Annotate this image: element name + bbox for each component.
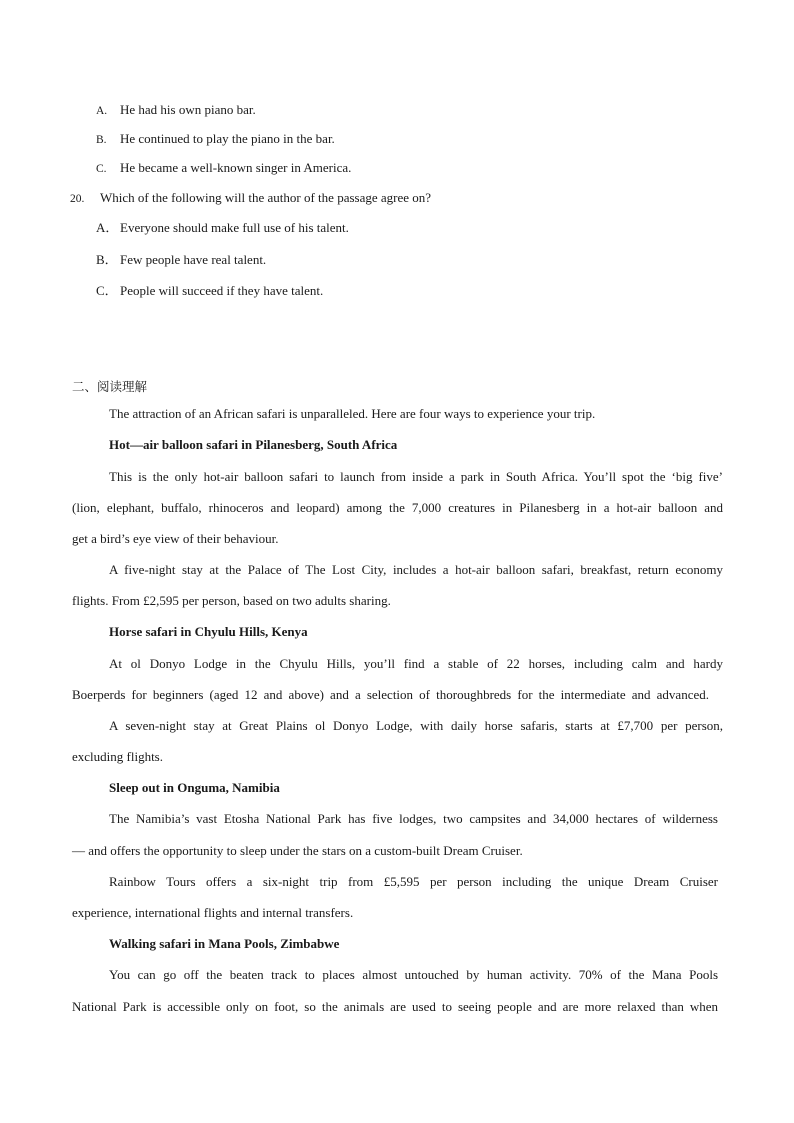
option-letter: B. bbox=[96, 134, 107, 146]
q19-option-c bbox=[96, 160, 351, 177]
option-letter: B． bbox=[96, 252, 118, 267]
paragraph-line: experience, international flights and internal transfers. bbox=[72, 905, 354, 920]
q20-option-a bbox=[96, 220, 349, 236]
paragraph-line: Rainbow Tours offers a six-night trip from £5,595 per person including the unique Dream Cruiser bbox=[109, 874, 718, 889]
option-text: Few people have real talent. bbox=[120, 252, 267, 267]
paragraph-line: You can go off the beaten track to places almost untouched by human activity. 70% of the Mana Pools bbox=[109, 967, 718, 982]
paragraph-line: flights. From £2,595 per person, based on two adults sharing. bbox=[72, 593, 391, 608]
paragraph-line: At ol Donyo Lodge in the Chyulu Hills, you’ll find a stable of 22 horses, including calm and hardy bbox=[109, 656, 723, 671]
q20-option-c bbox=[96, 283, 323, 299]
paragraph-line: This is the only hot-air balloon safari to launch from inside a park in South Africa. You’ll spot the ‘big five’ bbox=[109, 469, 723, 484]
passage-intro: The attraction of an African safari is unparalleled. Here are four ways to experience your trip. bbox=[109, 406, 596, 421]
paragraph-line: (lion, elephant, buffalo, rhinoceros and leopard) among the 7,000 creatures in Pilanesberg in a hot-air balloon and bbox=[72, 500, 723, 515]
paragraph-line: get a bird’s eye view of their behaviour. bbox=[72, 531, 279, 546]
paragraph-line: excluding flights. bbox=[72, 749, 163, 764]
paragraph-line: Boerperds for beginners (aged 12 and above) and a selection of thoroughbreds for the intermediate and advanced. bbox=[72, 687, 709, 702]
safari-heading-balloon: Hot—air balloon safari in Pilanesberg, South Africa bbox=[109, 437, 398, 452]
option-letter: A. bbox=[96, 105, 108, 117]
question-text: Which of the following will the author of the passage agree on? bbox=[100, 190, 432, 205]
paragraph-line: A seven-night stay at Great Plains ol Donyo Lodge, with daily horse safaris, starts at £7,700 per person, bbox=[109, 718, 723, 733]
option-letter: C． bbox=[96, 283, 118, 298]
paragraph-line: — and offers the opportunity to sleep under the stars on a custom-built Dream Cruiser. bbox=[72, 843, 523, 858]
safari-heading-sleep-out: Sleep out in Onguma, Namibia bbox=[109, 780, 280, 795]
option-letter: C. bbox=[96, 163, 107, 175]
q20-stem bbox=[70, 190, 431, 207]
option-text: He had his own piano bar. bbox=[120, 102, 256, 117]
option-text: People will succeed if they have talent. bbox=[120, 283, 324, 298]
safari-heading-walking: Walking safari in Mana Pools, Zimbabwe bbox=[109, 936, 340, 951]
paragraph-line: National Park is accessible only on foot, so the animals are used to seeing people and are more relaxed than when bbox=[72, 999, 718, 1014]
paragraph-line: A five-night stay at the Palace of The Lost City, includes a hot-air balloon safari, breakfast, return economy bbox=[109, 562, 723, 577]
paragraph-line: The Namibia’s vast Etosha National Park has five lodges, two campsites and 34,000 hectares of wilderness bbox=[109, 811, 718, 826]
option-text: He continued to play the piano in the bar. bbox=[120, 131, 335, 146]
q19-option-b bbox=[96, 131, 335, 148]
safari-heading-horse: Horse safari in Chyulu Hills, Kenya bbox=[109, 624, 308, 639]
q19-option-a bbox=[96, 102, 256, 119]
question-number: 20. bbox=[70, 193, 85, 205]
option-text: Everyone should make full use of his talent. bbox=[120, 220, 349, 235]
option-letter: A． bbox=[96, 220, 119, 235]
option-text: He became a well-known singer in America. bbox=[120, 160, 352, 175]
section-title: 二、阅读理解 bbox=[72, 379, 148, 394]
q20-option-b bbox=[96, 252, 266, 268]
